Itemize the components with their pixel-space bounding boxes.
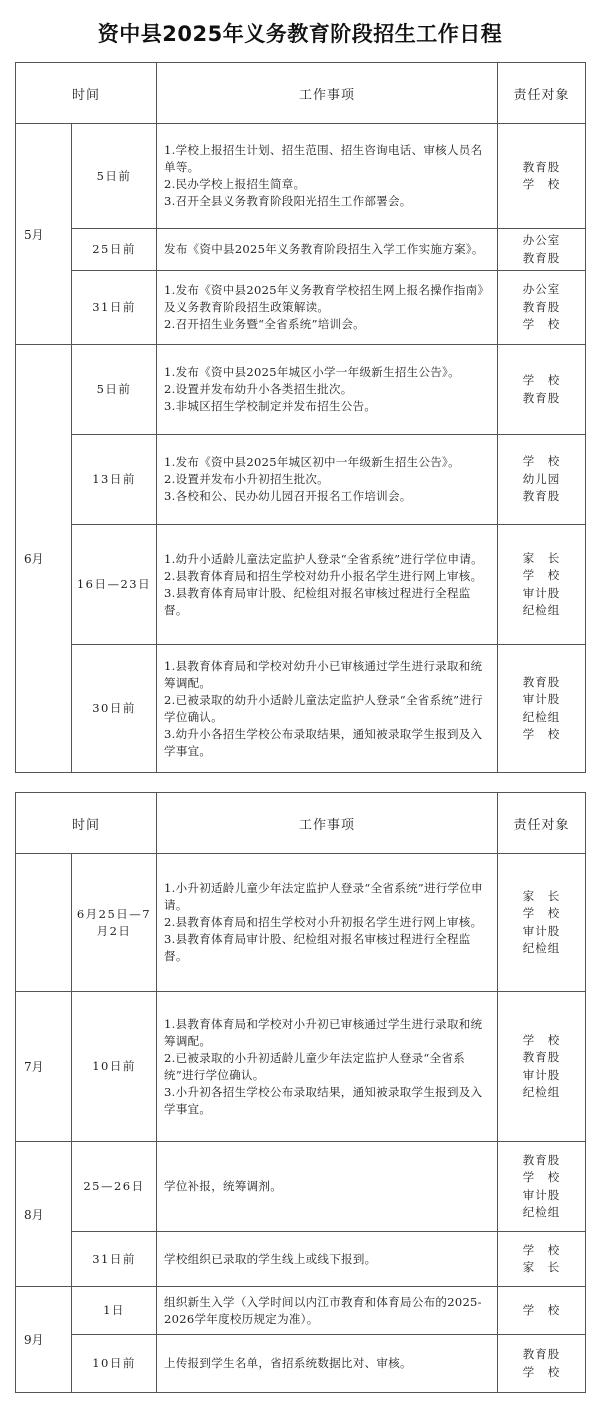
- responsible-party: 纪检组: [522, 941, 561, 955]
- responsible-party: 学 校: [522, 1032, 561, 1047]
- task-cell: [157, 525, 498, 645]
- responsible-party: 家 长: [522, 888, 561, 903]
- task-item: 组织新生入学（入学时间以内江市教育和体育局公布的2025-2026学年度校历规定为准）。: [164, 1294, 482, 1326]
- date-cell: 25—26日: [72, 1142, 157, 1232]
- date-cell: 31日前: [72, 271, 157, 345]
- responsible-cell: [498, 229, 586, 271]
- responsible-party: 教育股: [522, 159, 561, 174]
- table-row: [16, 1287, 586, 1335]
- task-item: 3.小升初各招生学校公布录取结果，通知被录取学生报到及入学事宜。: [164, 1084, 483, 1116]
- responsible-cell: [498, 271, 586, 345]
- responsible-party: 学 校: [522, 1364, 561, 1379]
- responsible-party: 纪检组: [522, 603, 561, 617]
- date-cell: 31日前: [72, 1232, 157, 1287]
- header-task: 工作事项: [157, 793, 498, 854]
- task-cell: [157, 271, 498, 345]
- responsible-party: 学 校: [522, 568, 561, 582]
- responsible-party: 学 校: [522, 1170, 561, 1184]
- date-cell: 10日前: [72, 1335, 157, 1393]
- header-time: 时间: [16, 63, 157, 124]
- responsible-party: 纪检组: [522, 709, 561, 724]
- date-cell: 13日前: [72, 435, 157, 525]
- table-header-row: [16, 63, 586, 124]
- responsible-party: 教育股: [522, 299, 561, 314]
- responsible-party: 学 校: [522, 906, 561, 920]
- responsible-party: 学 校: [522, 1302, 561, 1317]
- task-item: 3.各校和公、民办幼儿园召开报名工作培训会。: [164, 489, 412, 503]
- header-resp: 责任对象: [498, 793, 586, 854]
- table-row: [16, 525, 586, 645]
- responsible-cell: [498, 992, 586, 1142]
- date-cell: 1日: [72, 1287, 157, 1335]
- month-cell: 7月: [16, 992, 72, 1142]
- responsible-cell: [498, 854, 586, 992]
- responsible-party: 审计股: [522, 1187, 561, 1202]
- responsible-party: 教育股: [522, 489, 561, 504]
- task-item: 1.发布《资中县2025年城区初中一年级新生招生公告》。: [164, 455, 460, 469]
- date-cell: 5日前: [72, 124, 157, 229]
- task-cell: [157, 1335, 498, 1393]
- task-item: 3.县教育体育局审计股、纪检组对报名审核过程进行全程监督。: [164, 932, 471, 963]
- task-item: 发布《资中县2025年义务教育阶段招生入学工作实施方案》。: [164, 242, 484, 256]
- task-item: 1.幼升小适龄儿童法定监护人登录“全省系统”进行学位申请。: [164, 551, 483, 566]
- table-row: [16, 1232, 586, 1287]
- header-resp: 责任对象: [498, 63, 586, 124]
- task-item: 1.县教育体育局和学校对小升初已审核通过学生进行录取和统筹调配。: [164, 1016, 483, 1048]
- task-item: 2.设置并发布幼升小各类招生批次。: [164, 382, 353, 396]
- responsible-party: 幼儿园: [522, 471, 561, 486]
- table-row: [16, 271, 586, 345]
- table-row: [16, 229, 586, 271]
- task-item: 上传报到学生名单，省招系统数据比对、审核。: [164, 1356, 412, 1370]
- table-row: [16, 992, 586, 1142]
- date-cell: 30日前: [72, 645, 157, 773]
- task-cell: [157, 854, 498, 992]
- task-cell: [157, 435, 498, 525]
- responsible-party: 审计股: [522, 585, 561, 600]
- responsible-party: 学 校: [522, 317, 561, 332]
- table-row: [16, 645, 586, 773]
- task-item: 2.民办学校上报招生简章。: [164, 177, 306, 191]
- responsible-cell: [498, 645, 586, 773]
- responsible-cell: [498, 1232, 586, 1287]
- responsible-cell: [498, 1287, 586, 1335]
- task-item: 2.已被录取的小升初适龄儿童少年法定监护人登录“全省系统”进行学位确认。: [164, 1050, 465, 1082]
- task-cell: [157, 645, 498, 773]
- month-cell: 9月: [16, 1287, 72, 1393]
- task-cell: [157, 992, 498, 1142]
- responsible-party: 纪检组: [522, 1205, 561, 1219]
- task-item: 2.设置并发布小升初招生批次。: [164, 472, 329, 486]
- responsible-party: 办公室: [522, 282, 561, 297]
- table-row: [16, 124, 586, 229]
- responsible-cell: [498, 435, 586, 525]
- table-row: [16, 1335, 586, 1393]
- responsible-party: 学 校: [522, 454, 561, 469]
- task-cell: [157, 1142, 498, 1232]
- responsible-party: 学 校: [522, 1242, 561, 1257]
- responsible-party: 审计股: [522, 1067, 561, 1082]
- responsible-cell: [498, 1142, 586, 1232]
- schedule-table-1: [15, 62, 586, 773]
- task-item: 1.学校上报招生计划、招生范围、招生咨询电话、审核人员名单等。: [164, 143, 483, 174]
- month-cell: 6月: [16, 345, 72, 773]
- task-item: 学校组织已录取的学生线上或线下报到。: [164, 1251, 377, 1266]
- table-row: [16, 854, 586, 992]
- task-item: 学位补报，统筹调剂。: [164, 1179, 283, 1193]
- task-item: 2.已被录取的幼升小适龄儿童法定监护人登录“全省系统”进行学位确认。: [164, 692, 483, 724]
- task-cell: [157, 229, 498, 271]
- task-cell: [157, 124, 498, 229]
- month-cell: 8月: [16, 1142, 72, 1287]
- date-cell: 16日—23日: [72, 525, 157, 645]
- task-item: 3.幼升小各招生学校公布录取结果，通知被录取学生报到及入学事宜。: [164, 726, 483, 758]
- page-title: 资中县2025年义务教育阶段招生工作日程: [97, 22, 503, 46]
- task-item: 2.县教育体育局和招生学校对幼升小报名学生进行网上审核。: [164, 568, 483, 583]
- responsible-party: 纪检组: [522, 1085, 561, 1099]
- responsible-party: 家 长: [522, 550, 561, 565]
- responsible-party: 教育股: [522, 250, 561, 265]
- responsible-cell: [498, 1335, 586, 1393]
- responsible-party: 教育股: [522, 390, 561, 405]
- responsible-party: 教育股: [522, 674, 561, 689]
- responsible-cell: [498, 345, 586, 435]
- task-item: 2.召开招生业务暨“全省系统”培训会。: [164, 317, 365, 331]
- month-cell: [16, 854, 72, 992]
- responsible-party: 教育股: [522, 1050, 561, 1064]
- table-row: [16, 435, 586, 525]
- responsible-party: 家 长: [522, 1260, 561, 1274]
- responsible-party: 教育股: [522, 1152, 561, 1167]
- responsible-party: 学 校: [522, 727, 561, 741]
- table-row: [16, 1142, 586, 1232]
- task-item: 1.县教育体育局和学校对幼升小已审核通过学生进行录取和统筹调配。: [164, 658, 483, 690]
- task-item: 1.小升初适龄儿童少年法定监护人登录“全省系统”进行学位申请。: [164, 881, 483, 912]
- task-item: 3.非城区招生学校制定并发布招生公告。: [164, 399, 377, 413]
- table-row: [16, 345, 586, 435]
- task-item: 3.县教育体育局审计股、纪检组对报名审核过程进行全程监督。: [164, 585, 471, 617]
- month-cell: 5月: [16, 124, 72, 345]
- date-cell: 5日前: [72, 345, 157, 435]
- task-item: 2.县教育体育局和招生学校对小升初报名学生进行网上审核。: [164, 915, 483, 929]
- task-cell: [157, 1232, 498, 1287]
- task-item: 1.发布《资中县2025年义务教育学校招生网上报名操作指南》及义务教育阶段招生政策解读。: [164, 283, 490, 314]
- task-item: 1.发布《资中县2025年城区小学一年级新生招生公告》。: [164, 365, 460, 379]
- header-time: 时间: [16, 793, 157, 854]
- responsible-cell: [498, 124, 586, 229]
- date-cell: 6月25日—7月2日: [72, 854, 157, 992]
- responsible-cell: [498, 525, 586, 645]
- task-item: 3.召开全县义务教育阶段阳光招生工作部署会。: [164, 194, 412, 208]
- responsible-party: 办公室: [522, 233, 561, 247]
- responsible-party: 审计股: [522, 923, 561, 938]
- task-cell: [157, 1287, 498, 1335]
- table-header-row: [16, 793, 586, 854]
- date-cell: 10日前: [72, 992, 157, 1142]
- task-cell: [157, 345, 498, 435]
- schedule-table-2: [15, 792, 586, 1393]
- responsible-party: 学 校: [522, 177, 561, 191]
- responsible-party: 学 校: [522, 373, 561, 387]
- header-task: 工作事项: [157, 63, 498, 124]
- date-cell: 25日前: [72, 229, 157, 271]
- responsible-party: 教育股: [522, 1347, 561, 1361]
- responsible-party: 审计股: [522, 692, 561, 706]
